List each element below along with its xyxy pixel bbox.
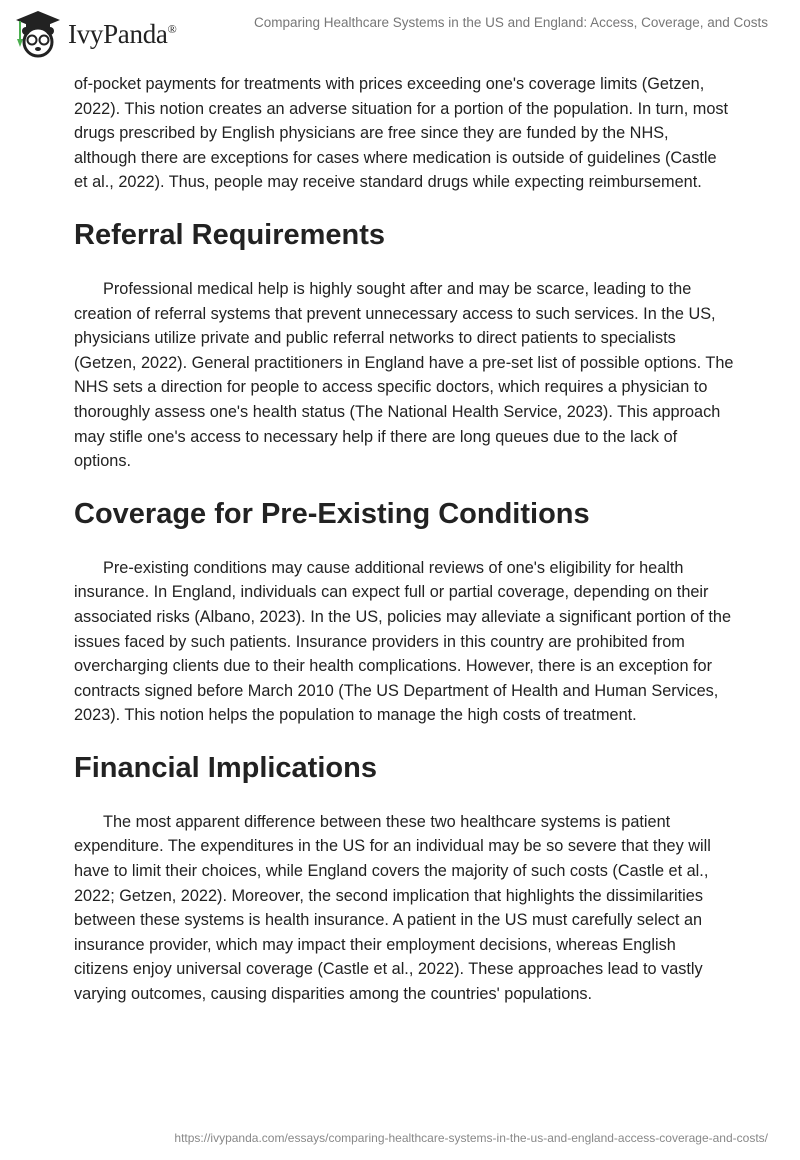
section-heading: Referral Requirements bbox=[74, 218, 386, 251]
paragraph: Pre-existing conditions may cause additional reviews of one's eligibility for health insurance. In England, individuals can expect full or partial coverage, depending on their associated risks (Albano, 2023). In the US, policies may alleviate a significant portion of the issues faced by such patients. Insurance providers in this country are prohibited from overcharging clients due to their health complications. However, there is an exception for contracts signed before March 2010 (The US Department of Health and Human Services, 2023). This notion helps the population to manage the high costs of treatment. bbox=[74, 558, 732, 725]
section-heading: Financial Implications bbox=[74, 751, 377, 784]
source-url[interactable]: https://ivypanda.com/essays/comparing-healthcare-systems-in-the-us-and-england-access-coverage-and-costs/ bbox=[174, 1131, 768, 1145]
panda-graduate-icon bbox=[14, 9, 62, 59]
paragraph: The most apparent difference between these two healthcare systems is patient expenditure. The expenditures in the US for an individual may be so severe that they will have to limit their choices, while England covers the majority of such costs (Castle et al., 2022; Getzen, 2022). Moreover, the second implication that highlights the dissimilarities between these systems is health insurance. A patient in the US must carefully select an insurance provider, which may impact their employment decisions, whereas English citizens enjoy universal coverage (Castle et al., 2022). These approaches lead to vastly varying outcomes, causing disparities among the countries' populations. bbox=[74, 812, 711, 1004]
paragraph: of-pocket payments for treatments with prices exceeding one's coverage limits (Getzen, 2022). This notion creates an adverse situation for a portion of the population. In turn, most drugs prescribed by English physicians are free since they are funded by the NHS, although there are exceptions for cases where medication is outside of guidelines (Castle et al., 2022). Thus, people may receive standard drugs while expecting reimbursement. bbox=[74, 75, 729, 192]
ivypanda-logo[interactable] bbox=[14, 9, 176, 59]
document-title: Comparing Healthcare Systems in the US and England: Access, Coverage, and Costs bbox=[253, 15, 768, 30]
logo-text: IvyPanda® bbox=[68, 18, 177, 49]
section-heading: Coverage for Pre-Existing Conditions bbox=[74, 497, 590, 530]
paragraph: Professional medical help is highly sought after and may be scarce, leading to the creation of referral systems that prevent unnecessary access to such services. In the US, physicians utilize private and public referral networks to direct patients to specialists (Getzen, 2022). General practitioners in England have a pre-set list of possible options. The NHS sets a direction for people to access specific doctors, which requires a physician to thoroughly assess one's health status (The National Health Service, 2023). This approach may stifle one's access to necessary help if there are long queues due to the lack of options. bbox=[74, 279, 734, 471]
essay-content bbox=[74, 72, 734, 1007]
